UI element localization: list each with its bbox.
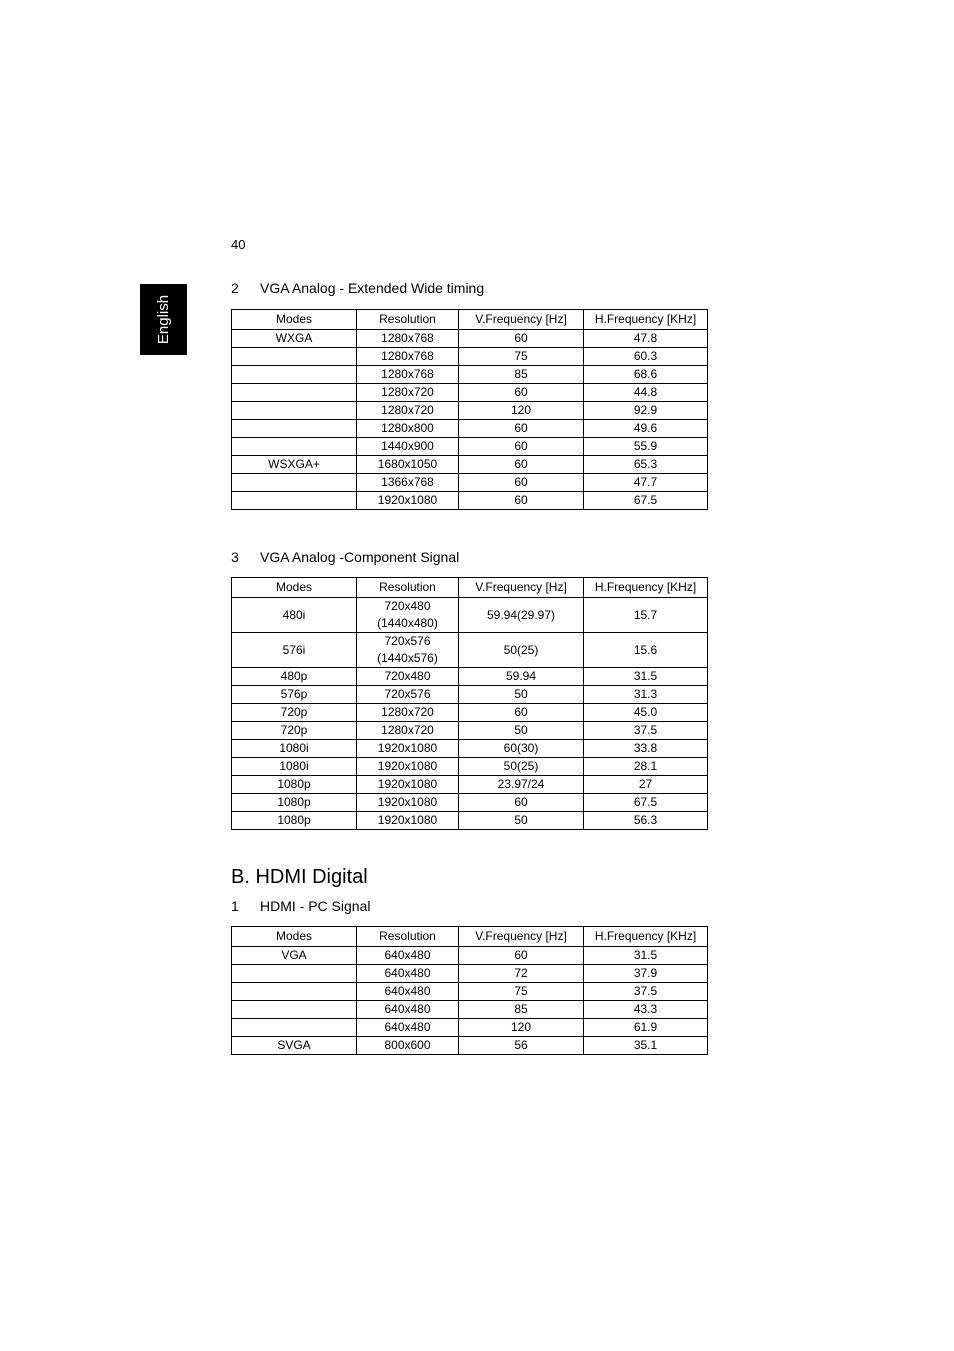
table-row <box>232 740 708 758</box>
mode-cell: 576i <box>232 633 357 668</box>
table-row <box>232 492 708 510</box>
table-row <box>232 704 708 722</box>
section-number: 3 <box>231 549 239 565</box>
vfreq-cell: 75 <box>459 348 584 366</box>
mode-cell: 1080p <box>232 812 357 830</box>
language-side-tab-label: English <box>155 294 173 345</box>
hfreq-cell: 37.5 <box>584 983 708 1001</box>
resolution-cell: 1920x1080 <box>357 812 459 830</box>
mode-cell <box>232 384 357 402</box>
table-row <box>232 812 708 830</box>
hfreq-cell: 67.5 <box>584 492 708 510</box>
vfreq-cell: 60 <box>459 456 584 474</box>
resolution-cell: 640x480 <box>357 965 459 983</box>
mode-cell: 720p <box>232 704 357 722</box>
column-header: H.Frequency [KHz] <box>584 927 708 947</box>
resolution-cell: 640x480 <box>357 1019 459 1037</box>
hfreq-cell: 37.9 <box>584 965 708 983</box>
mode-cell <box>232 1019 357 1037</box>
table-row <box>232 965 708 983</box>
hdmi-pc-signal-table <box>231 926 708 1055</box>
vfreq-cell: 75 <box>459 983 584 1001</box>
resolution-cell: 640x480 <box>357 983 459 1001</box>
vfreq-cell: 23.97/24 <box>459 776 584 794</box>
resolution-cell: 1280x768 <box>357 366 459 384</box>
table-row <box>232 366 708 384</box>
column-header: V.Frequency [Hz] <box>459 927 584 947</box>
vfreq-cell: 120 <box>459 1019 584 1037</box>
table-row <box>232 438 708 456</box>
mode-cell <box>232 492 357 510</box>
table-header-row <box>232 927 708 947</box>
column-header: Modes <box>232 578 357 598</box>
mode-cell <box>232 348 357 366</box>
vfreq-cell: 60 <box>459 420 584 438</box>
resolution-cell: 720x480 <box>357 668 459 686</box>
table-row <box>232 722 708 740</box>
mode-cell <box>232 420 357 438</box>
resolution-cell: 1366x768 <box>357 474 459 492</box>
mode-cell: VGA <box>232 947 357 965</box>
mode-cell: 480p <box>232 668 357 686</box>
table-row <box>232 983 708 1001</box>
mode-cell <box>232 1001 357 1019</box>
resolution-cell: 1680x1050 <box>357 456 459 474</box>
hfreq-cell: 47.7 <box>584 474 708 492</box>
language-side-tab <box>140 284 187 355</box>
table-row <box>232 776 708 794</box>
resolution-cell: 1920x1080 <box>357 758 459 776</box>
hfreq-cell: 37.5 <box>584 722 708 740</box>
resolution-cell: 640x480 <box>357 947 459 965</box>
hdmi-digital-heading: B. HDMI Digital <box>231 866 368 888</box>
vfreq-cell: 60 <box>459 492 584 510</box>
mode-cell: 1080p <box>232 794 357 812</box>
table-header-row <box>232 310 708 330</box>
hfreq-cell: 27 <box>584 776 708 794</box>
mode-cell: 480i <box>232 598 357 633</box>
vfreq-cell: 60 <box>459 474 584 492</box>
column-header: Modes <box>232 310 357 330</box>
resolution-cell: 1280x720 <box>357 402 459 420</box>
table-row <box>232 1001 708 1019</box>
vfreq-cell: 50 <box>459 812 584 830</box>
resolution-cell: 640x480 <box>357 1001 459 1019</box>
hfreq-cell: 31.5 <box>584 947 708 965</box>
column-header: V.Frequency [Hz] <box>459 310 584 330</box>
table-row <box>232 456 708 474</box>
column-header: Resolution <box>357 310 459 330</box>
mode-cell <box>232 965 357 983</box>
section-title: VGA Analog -Component Signal <box>260 549 460 565</box>
hfreq-cell: 28.1 <box>584 758 708 776</box>
table-row <box>232 348 708 366</box>
column-header: Resolution <box>357 578 459 598</box>
column-header: Modes <box>232 927 357 947</box>
hfreq-cell: 55.9 <box>584 438 708 456</box>
vfreq-cell: 50 <box>459 686 584 704</box>
table-row <box>232 686 708 704</box>
resolution-cell: 720x576 (1440x576) <box>357 633 459 668</box>
mode-cell <box>232 983 357 1001</box>
hfreq-cell: 65.3 <box>584 456 708 474</box>
vfreq-cell: 50 <box>459 722 584 740</box>
section-title: VGA Analog - Extended Wide timing <box>260 280 485 296</box>
vfreq-cell: 59.94(29.97) <box>459 598 584 633</box>
mode-cell: 1080p <box>232 776 357 794</box>
mode-cell: WSXGA+ <box>232 456 357 474</box>
table-row <box>232 420 708 438</box>
resolution-cell: 1920x1080 <box>357 794 459 812</box>
resolution-cell: 1280x800 <box>357 420 459 438</box>
mode-cell <box>232 366 357 384</box>
section-heading-vga-component <box>231 549 459 565</box>
vfreq-cell: 60 <box>459 438 584 456</box>
table-row <box>232 633 708 668</box>
hfreq-cell: 45.0 <box>584 704 708 722</box>
vfreq-cell: 59.94 <box>459 668 584 686</box>
column-header: Resolution <box>357 927 459 947</box>
vfreq-cell: 85 <box>459 1001 584 1019</box>
resolution-cell: 1920x1080 <box>357 740 459 758</box>
resolution-cell: 1280x768 <box>357 348 459 366</box>
resolution-cell: 1280x720 <box>357 704 459 722</box>
vfreq-cell: 50(25) <box>459 758 584 776</box>
table-row <box>232 1019 708 1037</box>
column-header: H.Frequency [KHz] <box>584 310 708 330</box>
vfreq-cell: 60 <box>459 947 584 965</box>
vfreq-cell: 120 <box>459 402 584 420</box>
mode-cell: 576p <box>232 686 357 704</box>
mode-cell: 720p <box>232 722 357 740</box>
vfreq-cell: 50(25) <box>459 633 584 668</box>
hfreq-cell: 92.9 <box>584 402 708 420</box>
vfreq-cell: 60(30) <box>459 740 584 758</box>
vfreq-cell: 60 <box>459 704 584 722</box>
mode-cell: 1080i <box>232 740 357 758</box>
vfreq-cell: 60 <box>459 330 584 348</box>
mode-cell: SVGA <box>232 1037 357 1055</box>
hfreq-cell: 31.5 <box>584 668 708 686</box>
hfreq-cell: 47.8 <box>584 330 708 348</box>
section-number: 2 <box>231 280 239 296</box>
hfreq-cell: 68.6 <box>584 366 708 384</box>
resolution-cell: 1280x720 <box>357 722 459 740</box>
hfreq-cell: 56.3 <box>584 812 708 830</box>
resolution-cell: 1280x720 <box>357 384 459 402</box>
vfreq-cell: 60 <box>459 384 584 402</box>
vga-component-table <box>231 577 708 830</box>
table-row <box>232 384 708 402</box>
mode-cell: WXGA <box>232 330 357 348</box>
column-header: V.Frequency [Hz] <box>459 578 584 598</box>
resolution-cell: 720x480 (1440x480) <box>357 598 459 633</box>
hfreq-cell: 67.5 <box>584 794 708 812</box>
mode-cell <box>232 402 357 420</box>
resolution-cell: 1920x1080 <box>357 776 459 794</box>
table-header-row <box>232 578 708 598</box>
table-row <box>232 794 708 812</box>
page-number: 40 <box>231 237 246 252</box>
resolution-cell: 720x576 <box>357 686 459 704</box>
resolution-cell: 800x600 <box>357 1037 459 1055</box>
hfreq-cell: 44.8 <box>584 384 708 402</box>
resolution-cell: 1440x900 <box>357 438 459 456</box>
vfreq-cell: 60 <box>459 794 584 812</box>
hfreq-cell: 31.3 <box>584 686 708 704</box>
table-row <box>232 474 708 492</box>
vfreq-cell: 56 <box>459 1037 584 1055</box>
table-row <box>232 330 708 348</box>
resolution-cell: 1280x768 <box>357 330 459 348</box>
mode-cell <box>232 438 357 456</box>
resolution-cell: 1920x1080 <box>357 492 459 510</box>
hfreq-cell: 43.3 <box>584 1001 708 1019</box>
table-row <box>232 598 708 633</box>
hfreq-cell: 33.8 <box>584 740 708 758</box>
table-row <box>232 758 708 776</box>
vga-wide-timing-table <box>231 309 708 510</box>
table-row <box>232 402 708 420</box>
table-row <box>232 1037 708 1055</box>
hfreq-cell: 15.7 <box>584 598 708 633</box>
mode-cell <box>232 474 357 492</box>
section-title: HDMI - PC Signal <box>260 898 371 914</box>
section-heading-hdmi-pc <box>231 898 370 914</box>
mode-cell: 1080i <box>232 758 357 776</box>
hfreq-cell: 49.6 <box>584 420 708 438</box>
hfreq-cell: 60.3 <box>584 348 708 366</box>
table-row <box>232 668 708 686</box>
hfreq-cell: 61.9 <box>584 1019 708 1037</box>
column-header: H.Frequency [KHz] <box>584 578 708 598</box>
table-row <box>232 947 708 965</box>
vfreq-cell: 85 <box>459 366 584 384</box>
hfreq-cell: 35.1 <box>584 1037 708 1055</box>
hfreq-cell: 15.6 <box>584 633 708 668</box>
vfreq-cell: 72 <box>459 965 584 983</box>
section-heading-vga-wide <box>231 280 484 296</box>
section-number: 1 <box>231 898 239 914</box>
